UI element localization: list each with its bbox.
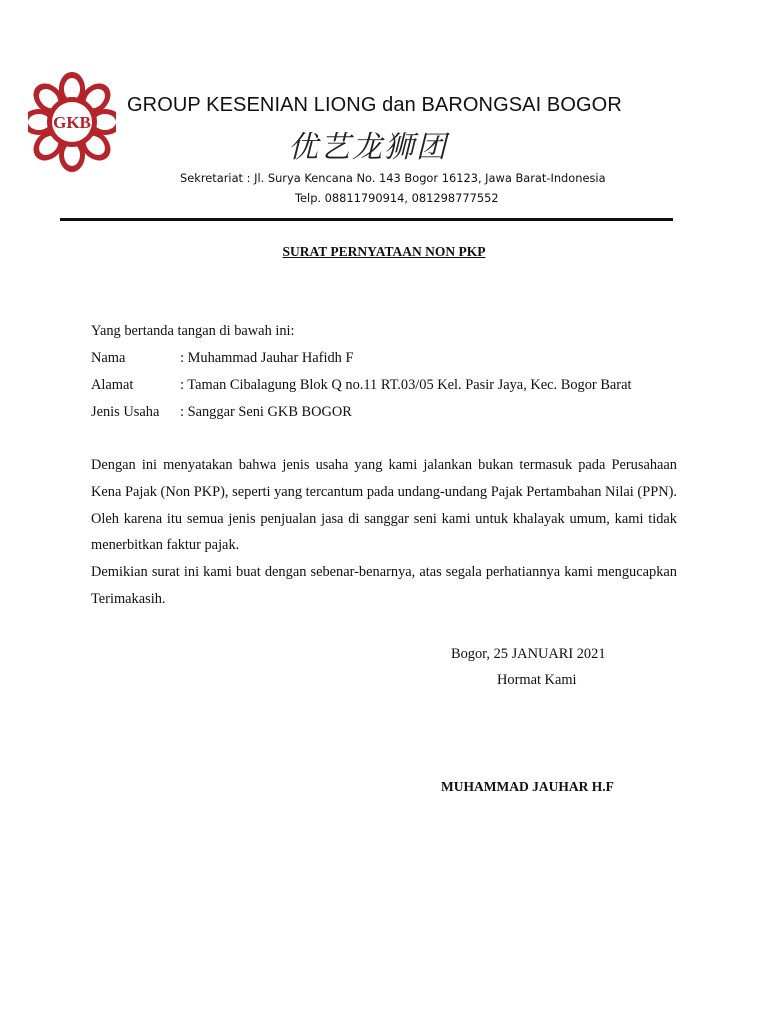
field-label-nama: Nama xyxy=(91,350,126,366)
closing-salutation: Hormat Kami xyxy=(497,672,577,688)
phone-numbers: Telp. 08811790914, 081298777552 xyxy=(295,191,499,205)
intro-text: Yang bertanda tangan di bawah ini: xyxy=(91,323,295,339)
place-date: Bogor, 25 JANUARI 2021 xyxy=(451,646,606,662)
document-title: SURAT PERNYATAAN NON PKP xyxy=(282,244,486,259)
field-value-nama: : Muhammad Jauhar Hafidh F xyxy=(180,350,354,366)
statement-paragraph: Dengan ini menyatakan bahwa jenis usaha yang kami jalankan bukan termasuk pada Perusahaan Kena Pajak (Non PKP), seperti yang tercantum pada undang-undang Pajak Pertambahan Nilai (PPN). Oleh karena itu semua jenis penjualan jasa di sanggar seni kami untuk khalayak umum, kami tidak menerbitkan faktur pajak. xyxy=(91,457,677,554)
organization-name: GROUP KESENIAN LIONG dan BARONGSAI BOGOR xyxy=(127,94,622,116)
header-divider xyxy=(60,218,673,221)
field-label-alamat: Alamat xyxy=(91,377,134,393)
field-value-alamat: : Taman Cibalagung Blok Q no.11 RT.03/05 Kel. Pasir Jaya, Kec. Bogor Barat xyxy=(180,377,632,393)
field-label-jenis-usaha: Jenis Usaha xyxy=(91,404,160,420)
logo-lettering: GKB xyxy=(53,113,91,132)
gkb-logo xyxy=(28,66,116,178)
secretariat-address: Sekretariat : Jl. Surya Kencana No. 143 Bogor 16123, Jawa Barat-Indonesia xyxy=(180,171,606,185)
closing-paragraph: Demikian surat ini kami buat dengan sebenar-benarnya, atas segala perhatiannya kami mengucapkan Terimakasih. xyxy=(91,564,677,607)
signer-name: MUHAMMAD JAUHAR H.F xyxy=(441,779,614,794)
field-value-jenis-usaha: : Sanggar Seni GKB BOGOR xyxy=(180,404,352,420)
chinese-name: 优艺龙狮团 xyxy=(288,130,448,165)
